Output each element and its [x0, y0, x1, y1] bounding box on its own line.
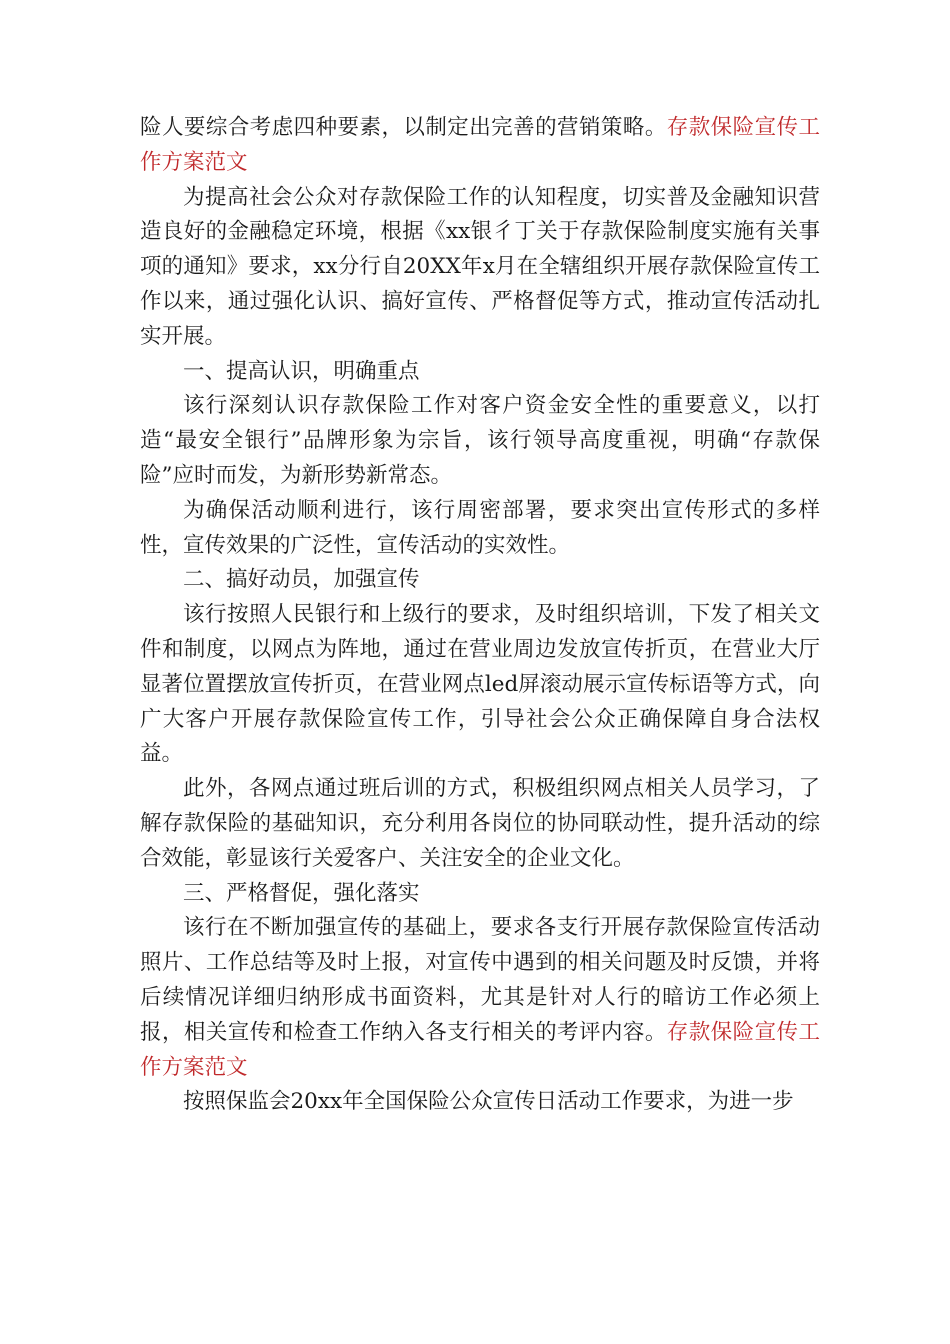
paragraph-next-doc: 按照保监会20xx年全国保险公众宣传日活动工作要求，为进一步: [183, 1089, 794, 1115]
paragraph-section1-b: 为确保活动顺利进行，该行周密部署，要求突出宣传形式的多样性，宣传效果的广泛性，宣传活动的实效性。: [140, 497, 820, 558]
paragraph-text: 险人要综合考虑四种要素，以制定出完善的营销策略。: [140, 115, 667, 140]
section-heading-1: 一、提高认识，明确重点: [183, 358, 420, 384]
paragraph-section3: [140, 911, 820, 1085]
section-heading-2: 二、搞好动员，加强宣传: [183, 567, 420, 593]
document-page: [140, 111, 820, 1120]
paragraph-text: 该行在不断加强宣传的基础上，要求各支行开展存款保险宣传活动照片、工作总结等及时上报，对宣传中遇到的相关问题及时反馈，并将后续情况详细归纳形成书面资料，尤其是针对人行的暗访工作必须上报，相关宣传和检查工作纳入各支行相关的考评内容。: [140, 915, 820, 1045]
paragraph-section1-a: 该行深刻认识存款保险工作对客户资金安全性的重要意义，以打造“最安全银行”品牌形象为宗旨，该行领导高度重视，明确“存款保险”应时而发，为新形势新常态。: [140, 393, 820, 488]
paragraph-continuation: [140, 111, 820, 181]
paragraph-intro: 为提高社会公众对存款保险工作的认知程度，切实普及金融知识营造良好的金融稳定环境，根据《xx银彳丁关于存款保险制度实施有关事项的通知》要求，xx分行自20XX年x月在全辖组织开展存款保险宣传工作以来，通过强化认识、搞好宣传、严格督促等方式，推动宣传活动扎实开展。: [140, 184, 820, 349]
paragraph-section2-a: 该行按照人民银行和上级行的要求，及时组织培训，下发了相关文件和制度，以网点为阵地，通过在营业周边发放宣传折页，在营业大厅显著位置摆放宣传折页，在营业网点led屏滚动展示宣传标语等方式，向广大客户开展存款保险宣传工作，引导社会公众正确保障自身合法权益。: [140, 602, 820, 767]
paragraph-section2-b: 此外，各网点通过班后训的方式，积极组织网点相关人员学习，了解存款保险的基础知识，充分利用各岗位的协同联动性，提升活动的综合效能，彰显该行关爱客户、关注安全的企业文化。: [140, 776, 820, 871]
section-heading-3: 三、严格督促，强化落实: [183, 880, 420, 906]
document-title-link[interactable]: 存款保险宣传工作方案范文: [140, 115, 820, 175]
document-title-link[interactable]: 存款保险宣传工作方案范文: [140, 1019, 820, 1080]
